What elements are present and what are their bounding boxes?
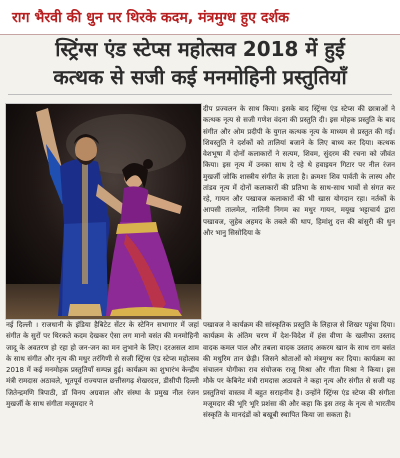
article-column-right-top <box>203 103 395 329</box>
main-headline-line-1: स्ट्रिंग्स एंड स्टेप्स महोत्सव 2018 में हुई <box>55 37 345 61</box>
article-body-right: दीप प्रज्वलन के साथ किया। इसके बाद स्ट्रिंग्स एंड स्टेप्स की छात्राओं ने कत्थक नृत्य से सजी गणेश वंदना की प्रस्तुति दी। इस मोहक प्रस्तुति के बाद संगीत और ओम प्रदीपी के युगल कत्थक नृत्य के माध्यम से प्रस्तुत की गई। शिवस्तुति ने दर्शकों को तालियां बजाने के लिए बाध्य कर दिया। कत्थक वेशभूषा में दोनों कलाकारों ने सत्यम, शिवम, सुंदरम की रचना को जीवंत किया। इस नृत्य में उनका साथ दे रहे थे हवाइयन गिटार पर नील रंजन मुखर्जी जोकि शास्त्रीय संगीत के ज्ञाता है। क्रमशः शिव पार्वती के लास्य और तांडव नृत्य में दोनों कलाकारों की प्रतिभा के साथ-साथ भावों से संगत कर रहे, गायन और पखावज कलाकारों की भी खास योगदान रहा। नर्तकों के आपसी तालमेल, नालिनी निगम का मधुर गायन, मयूख भट्टाचार्य द्वारा पखावज, जुहेब अहमद के तबले की थाप, हिमांशु दत्त की बांसुरी की धुन और भानु सिसोदिया के <box>203 104 395 237</box>
dancers-illustration <box>6 104 201 319</box>
article-body-right-continued: पखावज ने कार्यक्रम की सांस्कृतिक प्रस्तुति के लिहाज से शिखर पहुंचा दिया। कार्यक्रम के अंतिम चरण में देश-विदेश में हंस वीणा के खलीफा उस्ताद वादक कमल पाल और तबला वादक उस्ताद अकरम खान के साथ राग बसंत की मधुरिम तान छेड़ी। जिसने श्रोताओं को मंत्रमुग्ध कर दिया। कार्यक्रम का संचालन योगीका राव संयोजक राजू मिश्रा और गीता मिश्रा ने किया। इस मौके पर केबिनेट मंत्री रामदास अठावले ने कहा नृत्य और संगीत से सजी यह प्रस्तुतियां वास्तव में बहुत सराहनीय है। उन्होंने स्ट्रिंग्स एंड स्टेप्स की संगीता मजूमदार की भूरि भूरि प्रशंसा की और कहा कि इस तरह के नृत्य से भारतीय संस्कृति के मानदंडों को बखूबी स्थापित किया जा सकता है। <box>203 320 395 419</box>
kicker-headline: राग भैरवी की धुन पर थिरके कदम, मंत्रमुग्ध हुए दर्शक <box>12 10 290 26</box>
article-body-left: नई दिल्ली । राजधानी के इंडिया हैबिटेट सेंटर के स्टेनिन सभागार में जहां संगीत के सुरों पर थिरकते कदम देखकर ऐसा लग मानो वसंत की मनमोहिनी जादू के अवतरण हो रहा हो जन-जन का मन लुभाने के लिए। दरअसल शाम के साथ संगीत और नृत्य की मधुर तरंगिणी से सजी स्ट्रिंग्स एंड स्टेप्स महोत्सव 2018 में कई मनमोहक प्रस्तुतियाँ सम्पन्न हुई। कार्यक्रम का शुभारंभ केन्द्रीय मंत्री रामदास अठावले, भूतपूर्व राज्यपाल छत्तीसगढ़ शेखरदत्त, डीसीपी दिल्ली जितेन्द्रमणि त्रिपाठी, डॉ विनय अग्रवाल और संस्था के प्रमुख नील रंजन मुखर्जी के साथ संगीता मजूमदार ने <box>6 320 199 408</box>
article-column-left-bottom <box>6 319 199 454</box>
kicker-band <box>0 0 400 35</box>
headline-divider <box>8 94 392 95</box>
article-column-right-bottom <box>203 319 395 454</box>
dancers-photo <box>5 103 202 320</box>
main-headline-line-2: कत्थक से सजी कई मनमोहिनी प्रस्तुतियाँ <box>53 65 347 89</box>
